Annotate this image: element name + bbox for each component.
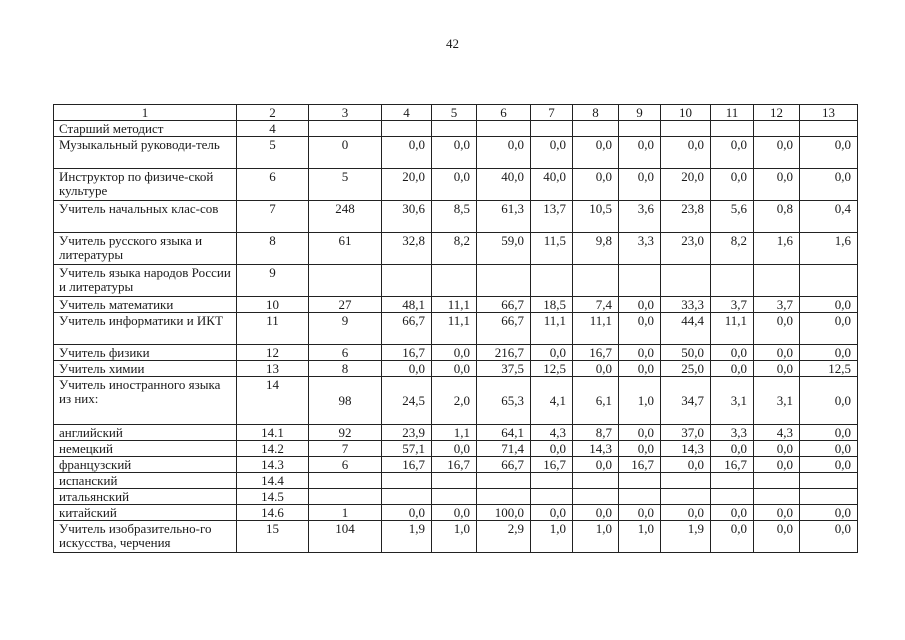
value-cell: 34,7 <box>661 377 711 425</box>
row-label: Учитель физики <box>54 345 237 361</box>
value-cell <box>619 473 661 489</box>
value-cell: 12,5 <box>531 361 573 377</box>
value-cell <box>573 265 619 297</box>
value-cell: 0,8 <box>754 201 800 233</box>
value-cell: 0,0 <box>800 137 858 169</box>
column-header: 3 <box>309 105 382 121</box>
row-code: 5 <box>237 137 309 169</box>
table-row <box>54 505 858 521</box>
value-cell: 11,5 <box>531 233 573 265</box>
value-cell: 0,0 <box>573 505 619 521</box>
table-row <box>54 441 858 457</box>
value-cell: 3,7 <box>711 297 754 313</box>
value-cell: 66,7 <box>477 297 531 313</box>
table-row <box>54 377 858 425</box>
count-cell: 104 <box>309 521 382 553</box>
value-cell: 0,0 <box>432 169 477 201</box>
value-cell: 0,0 <box>432 345 477 361</box>
value-cell: 14,3 <box>661 441 711 457</box>
column-header: 12 <box>754 105 800 121</box>
value-cell: 0,0 <box>754 137 800 169</box>
value-cell: 0,0 <box>531 505 573 521</box>
value-cell: 0,0 <box>619 345 661 361</box>
value-cell: 0,0 <box>619 137 661 169</box>
value-cell: 50,0 <box>661 345 711 361</box>
value-cell <box>754 265 800 297</box>
value-cell: 100,0 <box>477 505 531 521</box>
value-cell: 13,7 <box>531 201 573 233</box>
value-cell <box>531 473 573 489</box>
row-label: китайский <box>54 505 237 521</box>
value-cell: 0,4 <box>800 201 858 233</box>
row-code: 7 <box>237 201 309 233</box>
value-cell: 0,0 <box>800 297 858 313</box>
value-cell: 0,0 <box>800 313 858 345</box>
value-cell: 66,7 <box>477 313 531 345</box>
value-cell <box>382 265 432 297</box>
value-cell: 10,5 <box>573 201 619 233</box>
value-cell: 3,7 <box>754 297 800 313</box>
table-row <box>54 297 858 313</box>
value-cell: 0,0 <box>531 137 573 169</box>
value-cell <box>531 121 573 137</box>
value-cell <box>477 121 531 137</box>
count-cell: 0 <box>309 137 382 169</box>
value-cell: 0,0 <box>800 521 858 553</box>
table-row <box>54 361 858 377</box>
value-cell: 3,3 <box>619 233 661 265</box>
value-cell: 0,0 <box>711 521 754 553</box>
count-cell: 61 <box>309 233 382 265</box>
value-cell: 16,7 <box>711 457 754 473</box>
value-cell: 1,6 <box>754 233 800 265</box>
value-cell: 8,2 <box>432 233 477 265</box>
table-row <box>54 425 858 441</box>
value-cell <box>619 121 661 137</box>
value-cell: 1,0 <box>531 521 573 553</box>
column-header: 4 <box>382 105 432 121</box>
value-cell: 0,0 <box>754 313 800 345</box>
count-cell: 5 <box>309 169 382 201</box>
value-cell: 0,0 <box>619 297 661 313</box>
row-label: Инструктор по физиче-ской культуре <box>54 169 237 201</box>
table-row <box>54 233 858 265</box>
column-header: 10 <box>661 105 711 121</box>
value-cell: 3,1 <box>754 377 800 425</box>
value-cell <box>619 265 661 297</box>
value-cell: 0,0 <box>800 457 858 473</box>
value-cell: 65,3 <box>477 377 531 425</box>
value-cell: 16,7 <box>382 345 432 361</box>
row-code: 11 <box>237 313 309 345</box>
value-cell <box>661 489 711 505</box>
count-cell: 6 <box>309 345 382 361</box>
value-cell: 3,3 <box>711 425 754 441</box>
value-cell <box>432 121 477 137</box>
value-cell: 0,0 <box>661 137 711 169</box>
row-code: 4 <box>237 121 309 137</box>
row-code: 12 <box>237 345 309 361</box>
count-cell <box>309 265 382 297</box>
value-cell: 0,0 <box>661 505 711 521</box>
value-cell: 0,0 <box>754 345 800 361</box>
value-cell: 0,0 <box>619 313 661 345</box>
value-cell: 11,1 <box>711 313 754 345</box>
value-cell: 1,0 <box>619 521 661 553</box>
count-cell: 1 <box>309 505 382 521</box>
row-label: Учитель русского языка и литературы <box>54 233 237 265</box>
value-cell: 32,8 <box>382 233 432 265</box>
value-cell <box>754 473 800 489</box>
value-cell <box>800 121 858 137</box>
value-cell: 14,3 <box>573 441 619 457</box>
value-cell: 0,0 <box>711 505 754 521</box>
value-cell: 4,3 <box>531 425 573 441</box>
value-cell <box>382 489 432 505</box>
row-label: Учитель информатики и ИКТ <box>54 313 237 345</box>
count-cell <box>309 121 382 137</box>
value-cell: 23,9 <box>382 425 432 441</box>
value-cell: 44,4 <box>661 313 711 345</box>
table-row <box>54 473 858 489</box>
value-cell: 16,7 <box>573 345 619 361</box>
count-cell <box>309 473 382 489</box>
value-cell <box>477 473 531 489</box>
count-cell: 27 <box>309 297 382 313</box>
value-cell: 16,7 <box>432 457 477 473</box>
value-cell <box>531 489 573 505</box>
value-cell: 0,0 <box>573 169 619 201</box>
value-cell: 0,0 <box>800 377 858 425</box>
value-cell: 16,7 <box>531 457 573 473</box>
value-cell: 2,9 <box>477 521 531 553</box>
table-row <box>54 137 858 169</box>
table-row <box>54 489 858 505</box>
value-cell: 0,0 <box>432 137 477 169</box>
row-label: Учитель начальных клас-сов <box>54 201 237 233</box>
value-cell: 3,6 <box>619 201 661 233</box>
value-cell: 0,0 <box>432 441 477 457</box>
row-code: 15 <box>237 521 309 553</box>
value-cell: 23,0 <box>661 233 711 265</box>
row-code: 6 <box>237 169 309 201</box>
count-cell: 248 <box>309 201 382 233</box>
column-header: 1 <box>54 105 237 121</box>
value-cell: 18,5 <box>531 297 573 313</box>
value-cell <box>382 473 432 489</box>
value-cell <box>661 473 711 489</box>
value-cell: 0,0 <box>711 137 754 169</box>
row-label: Старший методист <box>54 121 237 137</box>
value-cell: 0,0 <box>477 137 531 169</box>
row-code: 14.1 <box>237 425 309 441</box>
column-header: 2 <box>237 105 309 121</box>
value-cell: 66,7 <box>477 457 531 473</box>
value-cell: 1,6 <box>800 233 858 265</box>
value-cell <box>573 121 619 137</box>
header-row <box>54 105 858 121</box>
row-code: 13 <box>237 361 309 377</box>
value-cell: 0,0 <box>800 169 858 201</box>
value-cell: 0,0 <box>754 361 800 377</box>
row-label: Музыкальный руководи-тель <box>54 137 237 169</box>
value-cell: 0,0 <box>382 361 432 377</box>
value-cell: 0,0 <box>531 345 573 361</box>
row-label: Учитель химии <box>54 361 237 377</box>
value-cell: 9,8 <box>573 233 619 265</box>
value-cell: 11,1 <box>531 313 573 345</box>
value-cell <box>432 265 477 297</box>
value-cell: 1,9 <box>382 521 432 553</box>
row-code: 14.5 <box>237 489 309 505</box>
row-code: 8 <box>237 233 309 265</box>
value-cell: 0,0 <box>573 361 619 377</box>
column-header: 9 <box>619 105 661 121</box>
value-cell <box>619 489 661 505</box>
value-cell: 37,0 <box>661 425 711 441</box>
value-cell: 0,0 <box>573 137 619 169</box>
row-label: Учитель математики <box>54 297 237 313</box>
value-cell: 0,0 <box>619 441 661 457</box>
row-label: Учитель языка народов России и литературы <box>54 265 237 297</box>
row-code: 14.2 <box>237 441 309 457</box>
count-cell: 7 <box>309 441 382 457</box>
value-cell: 0,0 <box>711 345 754 361</box>
value-cell: 1,9 <box>661 521 711 553</box>
value-cell <box>800 489 858 505</box>
value-cell: 0,0 <box>382 505 432 521</box>
column-header: 11 <box>711 105 754 121</box>
row-label: испанский <box>54 473 237 489</box>
value-cell: 216,7 <box>477 345 531 361</box>
value-cell: 0,0 <box>432 505 477 521</box>
row-label: Учитель иностранного языка из них: <box>54 377 237 425</box>
table-row <box>54 265 858 297</box>
value-cell <box>661 265 711 297</box>
value-cell: 0,0 <box>800 345 858 361</box>
table-row <box>54 345 858 361</box>
value-cell <box>711 121 754 137</box>
value-cell: 6,1 <box>573 377 619 425</box>
row-code: 14.3 <box>237 457 309 473</box>
value-cell: 0,0 <box>754 169 800 201</box>
value-cell: 23,8 <box>661 201 711 233</box>
value-cell: 11,1 <box>432 297 477 313</box>
value-cell <box>573 473 619 489</box>
value-cell: 0,0 <box>382 137 432 169</box>
row-label: немецкий <box>54 441 237 457</box>
value-cell: 48,1 <box>382 297 432 313</box>
count-cell: 8 <box>309 361 382 377</box>
value-cell: 7,4 <box>573 297 619 313</box>
value-cell: 0,0 <box>619 169 661 201</box>
value-cell <box>432 489 477 505</box>
table-row <box>54 169 858 201</box>
value-cell: 8,2 <box>711 233 754 265</box>
value-cell: 66,7 <box>382 313 432 345</box>
value-cell: 0,0 <box>754 521 800 553</box>
count-cell: 6 <box>309 457 382 473</box>
value-cell <box>754 489 800 505</box>
value-cell <box>661 121 711 137</box>
value-cell: 30,6 <box>382 201 432 233</box>
value-cell: 0,0 <box>754 457 800 473</box>
row-label: Учитель изобразительно-го искусства, черчения <box>54 521 237 553</box>
count-cell: 92 <box>309 425 382 441</box>
count-cell <box>309 489 382 505</box>
row-code: 9 <box>237 265 309 297</box>
column-header: 6 <box>477 105 531 121</box>
value-cell: 0,0 <box>661 457 711 473</box>
value-cell <box>800 265 858 297</box>
value-cell <box>711 265 754 297</box>
value-cell: 0,0 <box>573 457 619 473</box>
value-cell <box>477 265 531 297</box>
value-cell: 3,1 <box>711 377 754 425</box>
value-cell: 33,3 <box>661 297 711 313</box>
value-cell: 20,0 <box>661 169 711 201</box>
value-cell: 0,0 <box>711 441 754 457</box>
value-cell: 8,5 <box>432 201 477 233</box>
table-row <box>54 457 858 473</box>
value-cell <box>711 473 754 489</box>
value-cell: 2,0 <box>432 377 477 425</box>
row-code: 10 <box>237 297 309 313</box>
value-cell: 4,1 <box>531 377 573 425</box>
statistics-table <box>53 104 858 553</box>
value-cell: 0,0 <box>754 441 800 457</box>
value-cell: 0,0 <box>800 425 858 441</box>
value-cell: 16,7 <box>619 457 661 473</box>
value-cell: 5,6 <box>711 201 754 233</box>
value-cell: 24,5 <box>382 377 432 425</box>
value-cell: 1,0 <box>432 521 477 553</box>
value-cell <box>800 473 858 489</box>
row-code: 14 <box>237 377 309 425</box>
table-row <box>54 201 858 233</box>
value-cell: 8,7 <box>573 425 619 441</box>
value-cell: 0,0 <box>800 441 858 457</box>
row-label: итальянский <box>54 489 237 505</box>
value-cell: 16,7 <box>382 457 432 473</box>
column-header: 7 <box>531 105 573 121</box>
table-body <box>54 121 858 553</box>
value-cell <box>531 265 573 297</box>
value-cell: 11,1 <box>432 313 477 345</box>
value-cell: 0,0 <box>619 505 661 521</box>
value-cell: 64,1 <box>477 425 531 441</box>
value-cell: 61,3 <box>477 201 531 233</box>
value-cell: 0,0 <box>619 361 661 377</box>
value-cell <box>477 489 531 505</box>
value-cell: 0,0 <box>754 505 800 521</box>
value-cell: 25,0 <box>661 361 711 377</box>
value-cell <box>382 121 432 137</box>
table-row <box>54 121 858 137</box>
row-label: английский <box>54 425 237 441</box>
value-cell: 0,0 <box>711 169 754 201</box>
value-cell: 11,1 <box>573 313 619 345</box>
value-cell: 0,0 <box>711 361 754 377</box>
count-cell: 9 <box>309 313 382 345</box>
value-cell: 1,0 <box>573 521 619 553</box>
count-cell: 98 <box>309 377 382 425</box>
value-cell <box>432 473 477 489</box>
column-header: 5 <box>432 105 477 121</box>
row-code: 14.6 <box>237 505 309 521</box>
value-cell: 40,0 <box>531 169 573 201</box>
value-cell: 0,0 <box>619 425 661 441</box>
value-cell: 0,0 <box>531 441 573 457</box>
column-header: 13 <box>800 105 858 121</box>
value-cell <box>754 121 800 137</box>
row-code: 14.4 <box>237 473 309 489</box>
column-header: 8 <box>573 105 619 121</box>
table-row <box>54 521 858 553</box>
value-cell: 37,5 <box>477 361 531 377</box>
value-cell: 0,0 <box>432 361 477 377</box>
value-cell: 4,3 <box>754 425 800 441</box>
value-cell: 57,1 <box>382 441 432 457</box>
value-cell: 1,0 <box>619 377 661 425</box>
value-cell <box>573 489 619 505</box>
value-cell: 40,0 <box>477 169 531 201</box>
value-cell: 12,5 <box>800 361 858 377</box>
page-number: 42 <box>446 36 459 51</box>
value-cell: 59,0 <box>477 233 531 265</box>
row-label: французский <box>54 457 237 473</box>
value-cell: 20,0 <box>382 169 432 201</box>
value-cell: 0,0 <box>800 505 858 521</box>
table-row <box>54 313 858 345</box>
value-cell <box>711 489 754 505</box>
value-cell: 1,1 <box>432 425 477 441</box>
value-cell: 71,4 <box>477 441 531 457</box>
